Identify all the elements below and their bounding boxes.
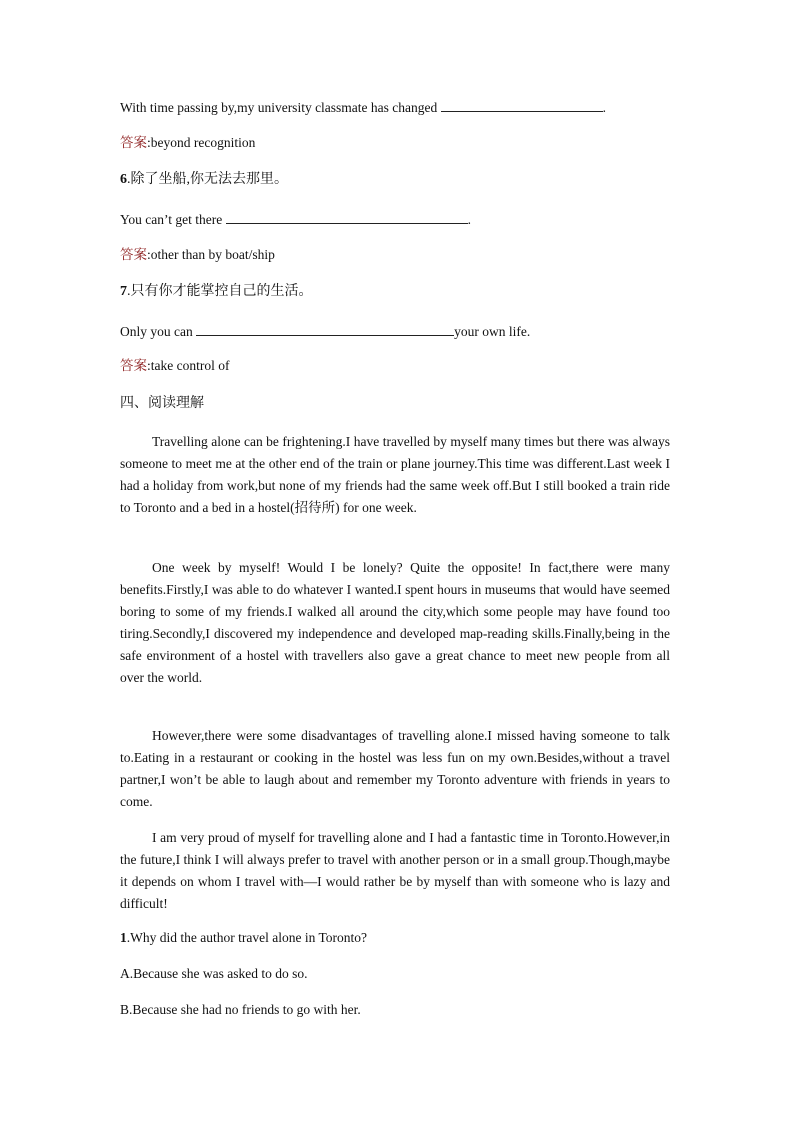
question-prompt: .只有你才能掌控自己的生活。 (127, 284, 313, 299)
passage-paragraph: However,there were some disadvantages of travelling alone.I missed having someone to talk to.Eating in a restaurant or cooking in the hostel was less fun on my own.Besides,without a travel partner,I won’t be able to laugh about and remember my Toronto adventure with friends in years to come. (120, 728, 670, 809)
sentence-line (120, 99, 606, 115)
sentence-line (120, 323, 530, 339)
question-number: 6 (120, 172, 127, 187)
sentence-trailing: . (467, 212, 471, 227)
answer-line (120, 359, 229, 373)
question-stem (120, 931, 367, 945)
sentence-trailing: . (602, 100, 607, 115)
answer-blank[interactable] (441, 99, 603, 112)
question-number: 1 (120, 930, 127, 945)
answer-label: 答案 (120, 247, 147, 262)
option-b[interactable]: B.Because she had no friends to go with her. (120, 1002, 361, 1017)
answer-label: 答案 (120, 358, 147, 373)
sentence-trailing: your own life. (454, 324, 531, 339)
question-text: .Why did the author travel alone in Toronto? (126, 930, 367, 945)
answer-text: :other than by boat/ship (147, 247, 275, 262)
answer-text: :beyond recognition (147, 135, 256, 150)
section-title: 四、阅读理解 (120, 396, 204, 411)
question-title (120, 285, 313, 299)
answer-blank[interactable] (196, 323, 454, 336)
sentence-text: With time passing by,my university classmate has changed (120, 100, 438, 115)
answer-line (120, 248, 275, 262)
answer-label: 答案 (120, 135, 147, 150)
sentence-text: You can’t get there (120, 212, 223, 227)
option-a[interactable]: A.Because she was asked to do so. (120, 966, 308, 981)
answer-blank[interactable] (226, 211, 468, 224)
passage-paragraph: I am very proud of myself for travelling alone and I had a fantastic time in Toronto.However,in the future,I think I will always prefer to travel with another person or in a small group.Though,maybe it depends on whom I travel with—I would rather be by myself than with someone who is lazy and difficult! (120, 830, 670, 911)
sentence-line (120, 211, 471, 227)
question-number: 7 (120, 284, 127, 299)
question-title (120, 173, 288, 187)
question-prompt: .除了坐船,你无法去那里。 (127, 172, 288, 187)
sentence-text: Only you can (120, 324, 193, 339)
passage-paragraph: Travelling alone can be frightening.I have travelled by myself many times but there was always someone to meet me at the other end of the train or plane journey.This time was different.Last week I had a holiday from work,but none of my friends had the same week off.But I still booked a train ride to Toronto and a bed in a hostel(招待所) for one week. (120, 434, 670, 515)
passage-paragraph: One week by myself! Would I be lonely? Quite the opposite! In fact,there were many benefits.Firstly,I was able to do whatever I wanted.I spent hours in museums that would have seemed boring to some of my friends.I walked all around the city,which some people may have found too tiring.Secondly,I discovered my independence and developed map-reading skills.Finally,being in the safe environment of a hostel with travellers also gave a great chance to meet new people from all over the world. (120, 560, 670, 685)
answer-line (120, 136, 255, 150)
answer-text: :take control of (147, 358, 230, 373)
